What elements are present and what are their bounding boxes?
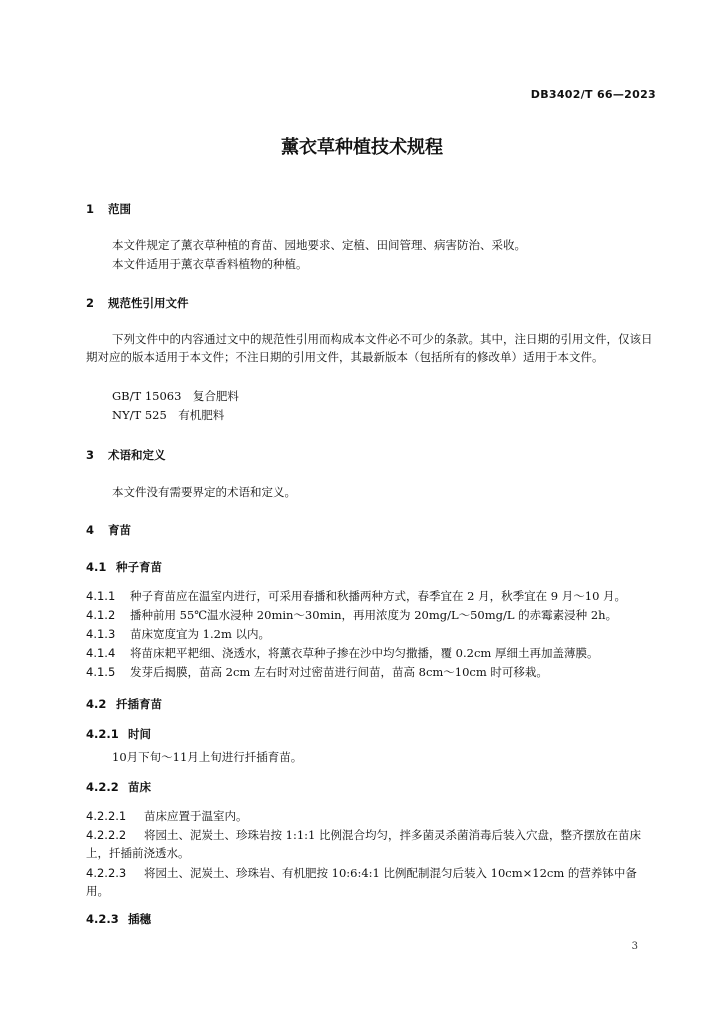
paragraph: 下列文件中的内容通过文中的规范性引用而构成本文件必不可少的条款。其中，注日期的引用文件，仅该日期对应的版本适用于本文件；不注日期的引用文件，其最新版本（包括所有的修改单）适用于本文件。 [86,332,653,364]
section-2-heading [86,295,189,311]
clause-number: 4.1.4 [86,646,116,660]
reference-item: NY/T 525 有机肥料 [112,408,225,422]
clause-number: 4.1.2 [86,608,116,622]
section-title: 插穗 [128,912,151,926]
section-4-2-1-heading [86,726,151,742]
paragraph: 本文件适用于薰衣草香料植物的种植。 [112,257,308,271]
reference-item: GB/T 15063 复合肥料 [112,389,239,403]
paragraph: 本文件没有需要界定的术语和定义。 [112,485,296,499]
section-title: 规范性引用文件 [108,296,189,310]
page-number: 3 [631,941,638,952]
clause-item [86,826,658,862]
clause-item [86,807,248,825]
section-number: 1 [86,202,95,216]
clause-item [86,606,617,624]
section-4-2-heading [86,696,162,712]
section-title: 扦插育苗 [116,697,162,711]
clause-text: 将园土、泥炭土、珍珠岩按 1:1:1 比例混合均匀，拌多菌灵杀菌消毒后装入穴盘，整齐摆放在苗床上，扦插前浇透水。 [86,828,642,860]
section-title: 时间 [128,727,151,741]
section-1-heading [86,201,131,217]
section-number: 4.2.3 [86,912,119,926]
section-title: 术语和定义 [108,448,166,462]
section-title: 范围 [108,202,131,216]
section-number: 4.1 [86,560,107,574]
section-title: 种子育苗 [116,560,162,574]
clause-number: 4.2.2.3 [86,866,127,880]
section-4-2-2-heading [86,779,151,795]
paragraph: 本文件规定了薰衣草种植的育苗、园地要求、定植、田间管理、病害防治、采收。 [112,238,526,252]
clause-number: 4.1.1 [86,589,116,603]
section-title: 育苗 [108,523,131,537]
clause-text: 发芽后揭膜，苗高 2cm 左右时对过密苗进行间苗，苗高 8cm～10cm 时可移栽。 [130,665,548,679]
clause-number: 4.2.2.1 [86,809,127,823]
clause-number: 4.1.3 [86,627,116,641]
clause-item [86,663,548,681]
clause-text: 播种前用 55℃温水浸种 20min～30min，再用浓度为 20mg/L～50mg/L 的赤霉素浸种 2h。 [130,608,618,622]
section-4-1-heading [86,559,162,575]
clause-text: 种子育苗应在温室内进行，可采用春播和秋播两种方式，春季宜在 2 月，秋季宜在 9 月～10 月。 [130,589,627,603]
section-title: 苗床 [128,780,151,794]
section-number: 4.2 [86,697,107,711]
clause-item [86,864,658,900]
clause-number: 4.1.5 [86,665,116,679]
clause-text: 苗床宽度宜为 1.2m 以内。 [130,627,271,641]
clause-text: 将苗床耙平耙细、浇透水，将薰衣草种子掺在沙中均匀撒播，覆 0.2cm 厚细土再加盖薄膜。 [130,646,599,660]
standard-code: DB3402/T 66—2023 [530,88,656,101]
clause-item [86,625,270,643]
clause-text: 苗床应置于温室内。 [144,809,248,823]
paragraph: 10月下旬～11月上旬进行扦插育苗。 [112,750,303,764]
section-number: 2 [86,296,95,310]
section-3-heading [86,447,166,463]
clause-number: 4.2.2.2 [86,828,127,842]
document-title: 薰衣草种植技术规程 [281,137,443,158]
section-4-heading [86,522,131,538]
section-number: 4.2.1 [86,727,119,741]
clause-item [86,644,598,662]
clause-text: 将园土、泥炭土、珍珠岩、有机肥按 10:6:4:1 比例配制混匀后装入 10cm×12cm 的营养钵中备用。 [86,866,637,898]
section-4-2-3-heading [86,911,151,927]
clause-item [86,587,626,605]
section-number: 4.2.2 [86,780,119,794]
section-number: 4 [86,523,95,537]
section-number: 3 [86,448,95,462]
